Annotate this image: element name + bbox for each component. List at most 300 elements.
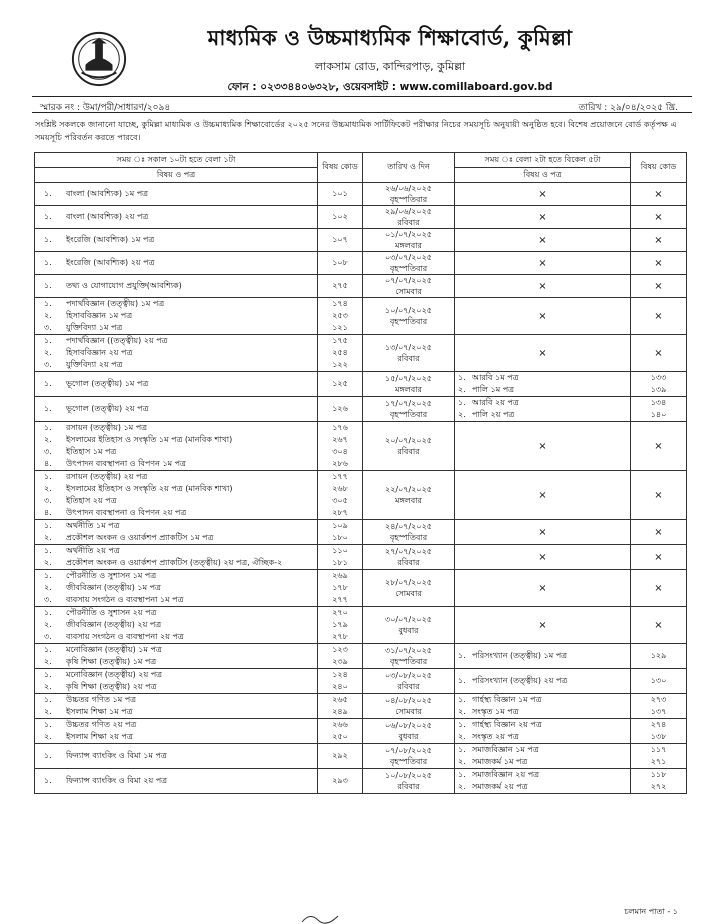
afternoon-code-cell: × <box>631 545 687 570</box>
subject-number: ১. <box>44 423 52 432</box>
subject-number: ৩. <box>44 496 52 505</box>
afternoon-subject-cell: × <box>455 471 631 520</box>
subject-code-cell <box>318 298 363 335</box>
afternoon-subject-name: সমাজকর্ম ২য় পত্র <box>472 782 528 791</box>
afternoon-subject-cell: × <box>455 275 631 298</box>
subject-code: ২৯২ <box>332 751 348 760</box>
afternoon-subject-cell: × <box>455 520 631 545</box>
afternoon-subject-cell <box>455 669 631 694</box>
table-row <box>35 694 687 719</box>
afternoon-code-cell: × <box>631 229 687 252</box>
subject-number: ১. <box>44 776 52 785</box>
subject-code: ১২৬ <box>332 404 348 413</box>
subject-line <box>38 471 314 483</box>
exam-day: মঙ্গলবার <box>395 241 422 250</box>
subject-code-cell <box>318 769 363 794</box>
subject-number: ২. <box>44 657 52 666</box>
afternoon-subject-code: ২৭২ <box>650 782 667 791</box>
afternoon-code-cell: × <box>631 252 687 275</box>
header-subject-paper-2: বিষয় ও পত্র <box>455 168 631 183</box>
subject-name: হিসাববিজ্ঞান ১ম পত্র <box>66 311 133 320</box>
afternoon-code-cell <box>631 397 687 422</box>
memo-number: স্মারক নং : উমা/পরী/সাধারণ/২০৯৪ <box>40 103 171 113</box>
subject-line <box>38 656 314 668</box>
afternoon-code-cell <box>631 694 687 719</box>
board-logo-icon <box>70 30 128 88</box>
board-address: লাকসাম রোড, কান্দিরপাড়, কুমিল্লা <box>314 60 466 73</box>
subject-code: ১০১ <box>332 189 348 198</box>
header-afternoon-time: সময় ঃ বেলা ২টা হতে বিকেল ৫টা <box>455 153 631 168</box>
subject-code-cell <box>318 335 363 372</box>
table-row <box>35 422 687 471</box>
afternoon-subject-line <box>458 372 627 384</box>
subject-code: ২৭০ <box>332 608 348 617</box>
exam-date: ০৩/০৮/২০২৫ <box>385 671 432 680</box>
afternoon-subject-number: ২. <box>458 707 466 716</box>
table-row <box>35 719 687 744</box>
subject-line <box>38 694 314 706</box>
afternoon-subject-code: ২৭৪ <box>650 720 667 729</box>
subject-line <box>38 335 314 347</box>
subject-name: ইসলাম শিক্ষা ১ম পত্র <box>66 707 133 716</box>
subject-code-cell <box>318 422 363 471</box>
table-row <box>35 471 687 520</box>
table-row <box>35 570 687 607</box>
subject-cell <box>35 206 318 229</box>
table-row <box>35 206 687 229</box>
subject-code: ১২৪ <box>332 670 348 679</box>
subject-line <box>38 422 314 434</box>
subject-code: ৩০৪ <box>332 447 348 456</box>
afternoon-code-cell: × <box>631 607 687 644</box>
subject-name: ইতিহাস ১ম পত্র <box>66 447 117 456</box>
subject-number: ১. <box>44 751 52 760</box>
subject-name: যুক্তিবিদ্যা ২য় পত্র <box>66 360 123 369</box>
subject-line <box>38 557 314 569</box>
afternoon-subject-line <box>458 781 627 793</box>
subject-code-cell <box>318 206 363 229</box>
afternoon-subject-line <box>458 675 627 687</box>
subject-number: ১. <box>44 695 52 704</box>
afternoon-subject-line <box>458 756 627 768</box>
subject-cell <box>35 335 318 372</box>
subject-line <box>38 359 314 371</box>
subject-cell <box>35 229 318 252</box>
exam-date: ১৭/০৭/২০২৫ <box>385 399 432 408</box>
subject-number: ২. <box>44 311 52 320</box>
subject-name: হিসাববিজ্ঞান ২য় পত্র <box>66 348 133 357</box>
afternoon-subject-name: সংস্কৃত ২য় পত্র <box>472 732 519 741</box>
subject-line <box>38 446 314 458</box>
subject-code-cell <box>318 644 363 669</box>
exam-day: সোমবার <box>395 287 422 296</box>
afternoon-subject-code: ২৭৩ <box>650 695 667 704</box>
subject-name: উৎপাদন ব্যবস্থাপনা ও বিপণন ২য় পত্র <box>66 508 187 517</box>
subject-code: ১২৩ <box>332 645 348 654</box>
subject-code: ১০৭ <box>332 235 348 244</box>
subject-line <box>38 532 314 544</box>
subject-number: ১. <box>44 212 52 221</box>
subject-code: ২৫৪ <box>332 348 348 357</box>
afternoon-subject-cell <box>455 372 631 397</box>
afternoon-subject-code: ২৭১ <box>650 757 667 766</box>
table-row <box>35 607 687 644</box>
subject-cell <box>35 422 318 471</box>
afternoon-code-cell <box>631 719 687 744</box>
afternoon-subject-name: আরবি ২য় পত্র <box>472 398 519 407</box>
afternoon-subject-line <box>458 650 627 662</box>
memo-divider <box>32 112 692 113</box>
subject-code: ১২২ <box>332 360 348 369</box>
afternoon-subject-number: ২. <box>458 782 466 791</box>
afternoon-subject-cell <box>455 644 631 669</box>
signature-mark <box>300 912 340 924</box>
subject-cell <box>35 252 318 275</box>
subject-code: ১৭৮ <box>332 583 348 592</box>
subject-name: বাংলা (আবশ্যিক) ১ম পত্র <box>66 189 149 198</box>
subject-name: ইংরেজি (আবশ্যিক) ২য় পত্র <box>66 258 155 267</box>
subject-name: পৌরনীতি ও সুশাসন ২য় পত্র <box>66 608 157 617</box>
table-row <box>35 183 687 206</box>
subject-number: ৩. <box>44 632 52 641</box>
subject-name: কৃষি শিক্ষা (তত্ত্বীয়) ২য় পত্র <box>66 682 157 691</box>
subject-name: ফিন্যান্স ব্যাংকিং ও বিমা ২য় পত্র <box>66 776 168 785</box>
date-cell <box>363 744 455 769</box>
subject-number: ৩. <box>44 595 52 604</box>
board-name: মাধ্যমিক ও উচ্চমাধ্যমিক শিক্ষাবোর্ড, কুমিল্লা <box>207 25 573 50</box>
subject-code: ৩০৫ <box>332 496 348 505</box>
subject-cell <box>35 471 318 520</box>
exam-date: ৩১/০৭/২০২৫ <box>385 646 432 655</box>
afternoon-code-cell <box>631 744 687 769</box>
exam-date: ১৩/০৭/২০২৫ <box>385 343 432 352</box>
subject-name: মনোবিজ্ঞান (তত্ত্বীয়) ২য় পত্র <box>66 670 163 679</box>
subject-code: ১৭৭ <box>332 472 348 481</box>
table-row <box>35 397 687 422</box>
subject-number: ১. <box>44 521 52 530</box>
afternoon-subject-number: ১. <box>458 373 466 382</box>
afternoon-subject-code: ১৩৯ <box>650 385 667 394</box>
table-row <box>35 252 687 275</box>
subject-code: ১৭৫ <box>332 336 348 345</box>
subject-number: ২. <box>44 620 52 629</box>
exam-day: সোমবার <box>395 589 422 598</box>
subject-name: পদার্থবিজ্ঞান ((তত্ত্বীয়) ২য় পত্র <box>66 336 168 345</box>
afternoon-subject-code: ১৪০ <box>650 410 667 419</box>
subject-number: ১. <box>44 299 52 308</box>
exam-date: ০৭/০৮/২০২৫ <box>385 746 432 755</box>
exam-day: বৃহস্পতিবার <box>389 264 428 273</box>
exam-date: ২৮/০৭/২০২৫ <box>385 578 432 587</box>
subject-number: ১. <box>44 608 52 617</box>
afternoon-subject-number: ১. <box>458 695 466 704</box>
date-cell <box>363 335 455 372</box>
afternoon-code-cell: × <box>631 520 687 545</box>
afternoon-subject-code: ১৩৭ <box>650 707 667 716</box>
subject-line <box>38 234 314 246</box>
subject-line <box>38 719 314 731</box>
afternoon-subject-name: সংস্কৃত ১ম পত্র <box>472 707 519 716</box>
date-cell <box>363 694 455 719</box>
afternoon-code-cell: × <box>631 422 687 471</box>
afternoon-subject-number: ১. <box>458 770 466 779</box>
exam-date: ১০/০৮/২০২৫ <box>385 771 432 780</box>
exam-day: বৃহস্পতিবার <box>389 533 428 542</box>
exam-schedule-table <box>34 152 687 794</box>
subject-code-cell <box>318 252 363 275</box>
afternoon-subject-number: ২. <box>458 732 466 741</box>
subject-code-cell <box>318 275 363 298</box>
exam-date: ২৬/০৬/২০২৫ <box>385 184 432 193</box>
subject-number: ৪. <box>44 459 52 468</box>
afternoon-subject-line <box>458 694 627 706</box>
date-cell <box>363 229 455 252</box>
date-cell <box>363 183 455 206</box>
afternoon-subject-line <box>458 719 627 731</box>
afternoon-subject-cell: × <box>455 335 631 372</box>
exam-day: মঙ্গলবার <box>395 496 422 505</box>
date-cell <box>363 719 455 744</box>
subject-cell <box>35 607 318 644</box>
afternoon-subject-name: সমাজবিজ্ঞান ২য় পত্র <box>472 770 540 779</box>
subject-number: ৩. <box>44 323 52 332</box>
subject-number: ২. <box>44 707 52 716</box>
subject-code-cell <box>318 471 363 520</box>
exam-date: ০১/০৭/২০২৫ <box>385 230 432 239</box>
afternoon-subject-code: ১১৮ <box>650 770 667 779</box>
exam-date: ১০/০৭/২০২৫ <box>385 306 432 315</box>
subject-number: ১. <box>44 571 52 580</box>
afternoon-code-cell: × <box>631 183 687 206</box>
subject-number: ২. <box>44 682 52 691</box>
subject-code-cell <box>318 397 363 422</box>
afternoon-subject-cell <box>455 397 631 422</box>
subject-code-cell <box>318 183 363 206</box>
subject-name: ব্যবসায় সংগঠন ও ব্যবস্থাপনা ১ম পত্র <box>66 595 184 604</box>
subject-name: ইসলামের ইতিহাস ও সংস্কৃতি ২য় পত্র (মানবিক শাখা) <box>66 484 233 493</box>
subject-code: ২৬৬ <box>332 720 348 729</box>
schedule-body <box>35 183 687 794</box>
subject-line <box>38 495 314 507</box>
subject-name: যুক্তিবিদ্যা ১ম পত্র <box>66 323 123 332</box>
afternoon-code-cell <box>631 644 687 669</box>
afternoon-code-cell: × <box>631 298 687 335</box>
exam-date: ১৫/০৭/২০২৫ <box>385 374 432 383</box>
afternoon-subject-cell <box>455 719 631 744</box>
subject-number: ৪. <box>44 508 52 517</box>
subject-cell <box>35 397 318 422</box>
date-cell <box>363 471 455 520</box>
subject-cell <box>35 520 318 545</box>
afternoon-code-cell: × <box>631 471 687 520</box>
issue-date: তারিখ : ২৯/০৪/২০২৫ খ্রি. <box>578 103 678 113</box>
date-cell <box>363 669 455 694</box>
date-cell <box>363 769 455 794</box>
date-cell <box>363 422 455 471</box>
afternoon-code-cell: × <box>631 206 687 229</box>
subject-code: ২৭৫ <box>332 281 348 290</box>
subject-code-cell <box>318 607 363 644</box>
subject-name: ফিন্যান্স ব্যাংকিং ও বিমা ১ম পত্র <box>66 751 167 760</box>
subject-code: ১১০ <box>332 546 348 555</box>
exam-day: বৃহস্পতিবার <box>389 410 428 419</box>
header-subject-paper: বিষয় ও পত্র <box>35 168 318 183</box>
subject-name: মনোবিজ্ঞান (তত্ত্বীয়) ১ম পত্র <box>66 645 162 654</box>
subject-name: ইসলামের ইতিহাস ও সংস্কৃতি ১ম পত্র (মানবিক শাখা) <box>66 435 233 444</box>
afternoon-subject-cell: × <box>455 229 631 252</box>
exam-day: রবিবার <box>397 682 420 691</box>
date-cell <box>363 607 455 644</box>
afternoon-code-cell: × <box>631 275 687 298</box>
subject-code: ২৫৩ <box>332 311 348 320</box>
subject-number: ১. <box>44 404 52 413</box>
subject-cell <box>35 570 318 607</box>
subject-name: ভূগোল (তত্ত্বীয়) ২য় পত্র <box>66 404 149 413</box>
afternoon-subject-code: ১৩৩ <box>650 373 667 382</box>
header-subject-code-2: বিষয় কোড <box>631 153 687 183</box>
afternoon-subject-cell <box>455 769 631 794</box>
subject-name: বাংলা (আবশ্যিক) ২য় পত্র <box>66 212 149 221</box>
date-cell <box>363 545 455 570</box>
exam-day: বৃহস্পতিবার <box>389 757 428 766</box>
exam-date: ২৪/০৭/২০২৫ <box>385 522 432 531</box>
subject-code: ১৭৯ <box>332 620 348 629</box>
afternoon-code-cell: × <box>631 335 687 372</box>
subject-line <box>38 731 314 743</box>
afternoon-subject-line <box>458 409 627 421</box>
subject-code: ২৭৭ <box>332 595 348 604</box>
exam-day: বৃহস্পতিবার <box>389 657 428 666</box>
subject-line <box>38 520 314 532</box>
subject-code-cell <box>318 372 363 397</box>
afternoon-subject-number: ১. <box>458 745 466 754</box>
subject-name: ইতিহাস ২য় পত্র <box>66 496 117 505</box>
board-contact: ফোন : ০২৩৩৪৪০৬৩২৮, ওয়েবসাইট : www.comillaboard.gov.bd <box>227 81 553 93</box>
subject-number: ২. <box>44 583 52 592</box>
header-subject-code: বিষয় কোড <box>318 153 363 183</box>
exam-date: ৩০/০৭/২০২৫ <box>385 615 432 624</box>
afternoon-subject-number: ১. <box>458 398 466 407</box>
subject-line <box>38 378 314 390</box>
subject-number: ১. <box>44 670 52 679</box>
subject-line <box>38 434 314 446</box>
table-row <box>35 769 687 794</box>
subject-line <box>38 631 314 643</box>
exam-date: ০৬/০৮/২০২৫ <box>385 721 432 730</box>
subject-line <box>38 322 314 334</box>
afternoon-code-cell <box>631 372 687 397</box>
table-row <box>35 669 687 694</box>
subject-cell <box>35 644 318 669</box>
subject-code: ২৬৮ <box>332 484 348 493</box>
subject-name: উচ্চতর গণিত ১ম পত্র <box>66 695 136 704</box>
afternoon-subject-number: ২. <box>458 757 466 766</box>
subject-line <box>38 750 314 762</box>
afternoon-subject-code: ১১৭ <box>650 745 667 754</box>
afternoon-subject-line <box>458 706 627 718</box>
exam-date: ২২/০৭/২০২৫ <box>385 485 432 494</box>
afternoon-subject-name: সমাজবিজ্ঞান ১ম পত্র <box>472 745 539 754</box>
subject-code: ২৪৯ <box>332 707 348 716</box>
subject-code: ২৭৮ <box>332 632 348 641</box>
afternoon-subject-number: ২. <box>458 385 466 394</box>
afternoon-subject-name: পরিসংখ্যান (তত্ত্বীয়) ২য় পত্র <box>472 676 568 685</box>
exam-date: ০৪/০৮/২০২৫ <box>385 696 432 705</box>
subject-code-cell <box>318 694 363 719</box>
subject-name: ব্যবসায় সংগঠন ও ব্যবস্থাপনা ২য় পত্র <box>66 632 184 641</box>
subject-number: ১. <box>44 281 52 290</box>
subject-code: ১০৯ <box>332 521 348 530</box>
subject-line <box>38 681 314 693</box>
subject-name: পদার্থবিজ্ঞান (তত্ত্বীয়) ১ম পত্র <box>66 299 165 308</box>
subject-name: রসায়ন (তত্ত্বীয়) ২য় পত্র <box>66 472 148 481</box>
subject-code: ১০৮ <box>332 258 348 267</box>
exam-date: ০৭/০৭/২০২৫ <box>385 276 432 285</box>
subject-code: ১০২ <box>332 212 348 221</box>
header-morning-time: সময় ঃ সকাল ১০টা হতে বেলা ১টা <box>35 153 318 168</box>
afternoon-subject-cell: × <box>455 570 631 607</box>
afternoon-code-cell <box>631 769 687 794</box>
subject-number: ১. <box>44 258 52 267</box>
afternoon-subject-number: ১. <box>458 651 466 660</box>
subject-code-cell <box>318 545 363 570</box>
subject-line <box>38 582 314 594</box>
header-divider <box>32 96 692 97</box>
subject-code: ১৮০ <box>332 533 348 542</box>
date-cell <box>363 252 455 275</box>
subject-name: তথ্য ও যোগাযোগ প্রযুক্তি(আবশ্যিক) <box>66 281 182 290</box>
subject-name: পৌরনীতি ও সুশাসন ১ম পত্র <box>66 571 157 580</box>
subject-line <box>38 483 314 495</box>
date-cell <box>363 520 455 545</box>
subject-code: ২৮৭ <box>332 508 348 517</box>
table-row <box>35 335 687 372</box>
afternoon-subject-cell: × <box>455 183 631 206</box>
subject-code-cell <box>318 520 363 545</box>
date-cell <box>363 298 455 335</box>
subject-cell <box>35 769 318 794</box>
afternoon-subject-line <box>458 769 627 781</box>
afternoon-subject-line <box>458 397 627 409</box>
subject-line <box>38 545 314 557</box>
subject-line <box>38 188 314 200</box>
afternoon-subject-name: গার্হস্থ্য বিজ্ঞান ২য় পত্র <box>472 720 542 729</box>
subject-number: ২. <box>44 484 52 493</box>
subject-number: ১. <box>44 720 52 729</box>
exam-day: বৃহস্পতিবার <box>389 195 428 204</box>
subject-line <box>38 347 314 359</box>
subject-cell <box>35 298 318 335</box>
exam-day: রবিবার <box>397 782 420 791</box>
exam-day: সোমবার <box>395 707 422 716</box>
afternoon-subject-name: পালি ১ম পত্র <box>472 385 515 394</box>
subject-cell <box>35 275 318 298</box>
subject-line <box>38 570 314 582</box>
table-row <box>35 545 687 570</box>
subject-number: ২. <box>44 435 52 444</box>
subject-name: উচ্চতর গণিত ২য় পত্র <box>66 720 137 729</box>
table-row <box>35 229 687 252</box>
subject-code: ২৫০ <box>332 732 348 741</box>
subject-line <box>38 403 314 415</box>
subject-cell <box>35 719 318 744</box>
subject-code: ১২৫ <box>332 379 348 388</box>
subject-number: ১. <box>44 336 52 345</box>
subject-number: ২. <box>44 348 52 357</box>
exam-day: বৃহস্পতিবার <box>389 317 428 326</box>
notice-text: সংশ্লিষ্ট সকলকে জানানো যাচ্ছে, কুমিল্লা মাধ্যমিক ও উচ্চমাধ্যমিক শিক্ষাবোর্ডের ২০২৫ সনের উচ্চমাধ্যমিক সার্টিফিকেট পরীক্ষার নিচের সময়সূচি অনুযায়ী অনুষ্ঠিত হবে। বিশেষ প্রয়োজনে বোর্ড কর্তৃপক্ষ এ সময়সূচি পরিবর্তন করতে পারবে। <box>35 119 677 142</box>
subject-name: প্রকৌশল অংকন ও ওয়ার্কশপ প্র্যাকটিস (তত্ত্বীয়) ২য় পত্র, ঐচ্ছিক-২ <box>66 558 283 567</box>
